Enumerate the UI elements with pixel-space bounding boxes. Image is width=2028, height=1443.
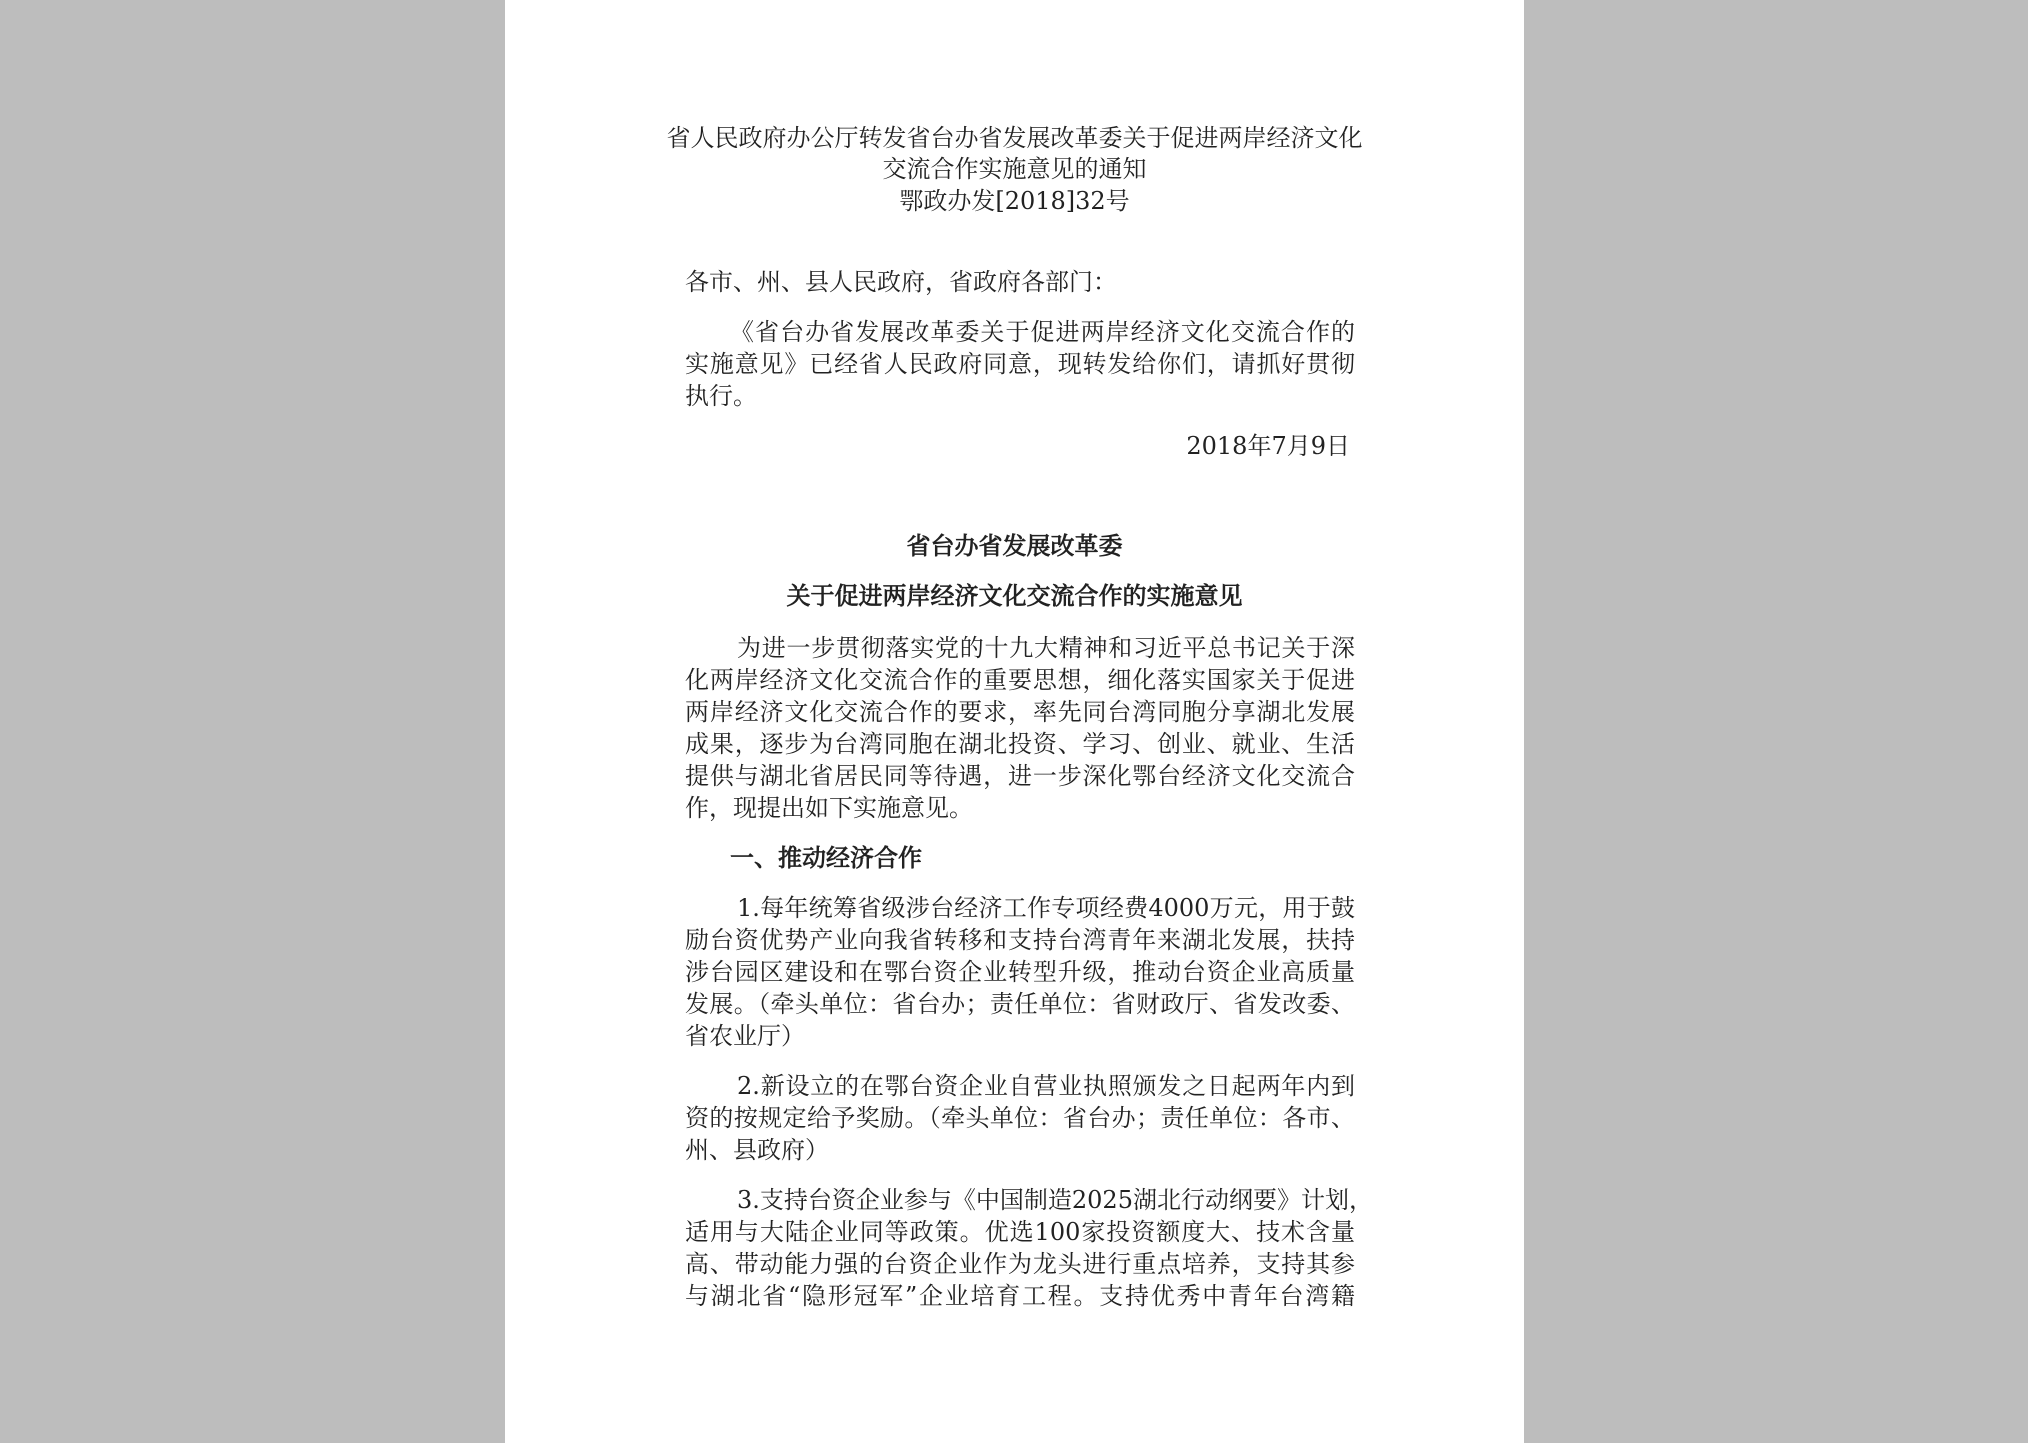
intro-line: 两岸经济文化交流合作的要求，率先同台湾同胞分享湖北发展	[685, 698, 1355, 726]
item-2-line: 州、县政府）	[685, 1136, 829, 1164]
notice-title-line-2: 交流合作实施意见的通知	[882, 155, 1147, 183]
item-3-line: 与湖北省“隐形冠军”企业培育工程。支持优秀中青年台湾籍	[685, 1282, 1355, 1310]
item-2-line: 资的按规定给予奖励。（牵头单位：省台办；责任单位：各市、	[685, 1104, 1355, 1132]
item-3-line: 适用与大陆企业同等政策。优选100家投资额度大、技术含量	[685, 1218, 1355, 1246]
section-heading: 一、推动经济合作	[730, 843, 922, 872]
document-number: 鄂政办发[2018]32号	[899, 187, 1130, 215]
notice-body-line: 《省台办省发展改革委关于促进两岸经济文化交流合作的	[730, 318, 1355, 346]
intro-line: 作，现提出如下实施意见。	[685, 794, 973, 822]
item-3-line: 3.支持台资企业参与《中国制造2025湖北行动纲要》计划，	[737, 1186, 1373, 1214]
notice-body-line: 实施意见》已经省人民政府同意，现转发给你们，请抓好贯彻	[685, 350, 1355, 378]
addressee: 各市、州、县人民政府，省政府各部门：	[685, 268, 1117, 296]
item-1-line: 发展。（牵头单位：省台办；责任单位：省财政厅、省发改委、	[685, 990, 1355, 1018]
intro-line: 化两岸经济文化交流合作的重要思想，细化落实国家关于促进	[685, 666, 1355, 694]
notice-body-line: 执行。	[685, 382, 757, 410]
intro-line: 提供与湖北省居民同等待遇，进一步深化鄂台经济文化交流合	[685, 762, 1355, 790]
item-2-line: 2.新设立的在鄂台资企业自营业执照颁发之日起两年内到	[737, 1072, 1355, 1100]
notice-title-line-1: 省人民政府办公厅转发省台办省发展改革委关于促进两岸经济文化	[666, 124, 1363, 152]
notice-date: 2018年7月9日	[1186, 432, 1350, 460]
item-1-line: 涉台园区建设和在鄂台资企业转型升级，推动台资企业高质量	[685, 958, 1355, 986]
document-page[interactable]	[505, 0, 1524, 1443]
intro-line: 成果，逐步为台湾同胞在湖北投资、学习、创业、就业、生活	[685, 730, 1355, 758]
item-1-line: 省农业厅）	[685, 1022, 805, 1050]
opinion-title: 关于促进两岸经济文化交流合作的实施意见	[786, 581, 1243, 610]
item-1-line: 励台资优势产业向我省转移和支持台湾青年来湖北发展，扶持	[685, 926, 1355, 954]
intro-line: 为进一步贯彻落实党的十九大精神和习近平总书记关于深	[737, 634, 1355, 662]
opinion-issuer: 省台办省发展改革委	[906, 531, 1123, 560]
item-1-line: 1.每年统筹省级涉台经济工作专项经费4000万元，用于鼓	[737, 894, 1355, 922]
item-3-line: 高、带动能力强的台资企业作为龙头进行重点培养，支持其参	[685, 1250, 1355, 1278]
